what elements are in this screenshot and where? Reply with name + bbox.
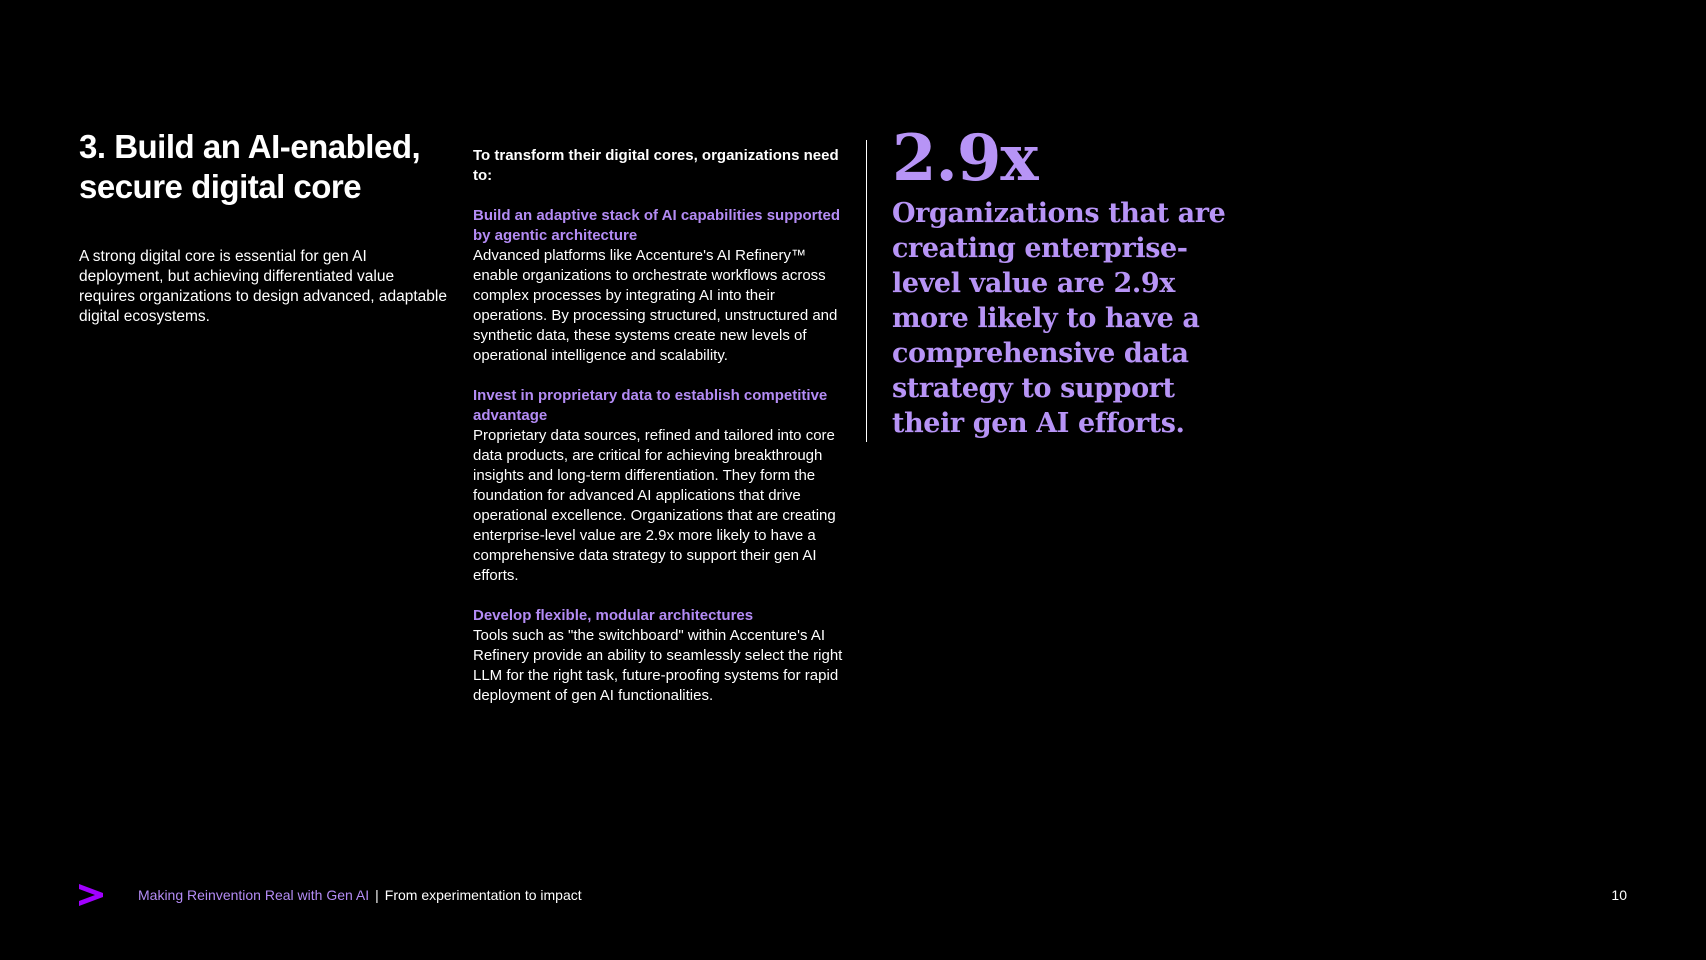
vertical-divider [866, 140, 867, 442]
stat-text: Organizations that are creating enterprise-level value are 2.9x more likely to have a comprehensive data strategy to support their gen AI efforts. [892, 198, 1226, 439]
block-body: Proprietary data sources, refined and tailored into core data products, are critical for achieving breakthrough insights and long-term differentiation. They form the foundation for advanced AI applications that drive operational excellence. Organizations that are creating enterprise-level value are 2.9x more likely to have a comprehensive data strategy to support their gen AI efforts. [473, 427, 836, 584]
left-column [79, 127, 449, 327]
capability-block [473, 386, 853, 586]
footer-chapter-title: From experimentation to impact [384, 887, 582, 903]
block-heading: Build an adaptive stack of AI capabilities supported by agentic architecture [473, 207, 841, 244]
block-body: Advanced platforms like Accenture's AI Refinery™ enable organizations to orchestrate workflows across complex processes by integrating AI into their operations. By processing structured, unstructured and synthetic data, these systems create new levels of operational intelligence and scalability. [473, 247, 838, 364]
lead-text: To transform their digital cores, organizations need to: [473, 147, 839, 184]
footer-series-title: Making Reinvention Real with Gen AI [138, 887, 370, 903]
section-title: 3. Build an AI-enabled, secure digital core [79, 128, 421, 205]
block-body: Tools such as "the switchboard" within Accenture's AI Refinery provide an ability to seamlessly select the right LLM for the right task, future-proofing systems for rapid deployment of gen AI functionalities. [473, 627, 843, 704]
footer-text [138, 887, 582, 904]
stat-callout [892, 122, 1232, 441]
footer-separator: | [375, 887, 379, 903]
middle-column [473, 146, 853, 726]
block-heading: Invest in proprietary data to establish competitive advantage [473, 387, 828, 424]
stat-number: 2.9x [892, 121, 1038, 196]
page-number: 10 [1611, 887, 1627, 903]
intro-paragraph: A strong digital core is essential for gen AI deployment, but achieving differentiated value requires organizations to design advanced, adaptable digital ecosystems. [79, 248, 447, 325]
accenture-greater-than-icon [79, 884, 103, 906]
capability-block [473, 206, 853, 366]
block-heading: Develop flexible, modular architectures [473, 607, 754, 624]
footer [79, 884, 1627, 906]
capability-block [473, 606, 853, 706]
